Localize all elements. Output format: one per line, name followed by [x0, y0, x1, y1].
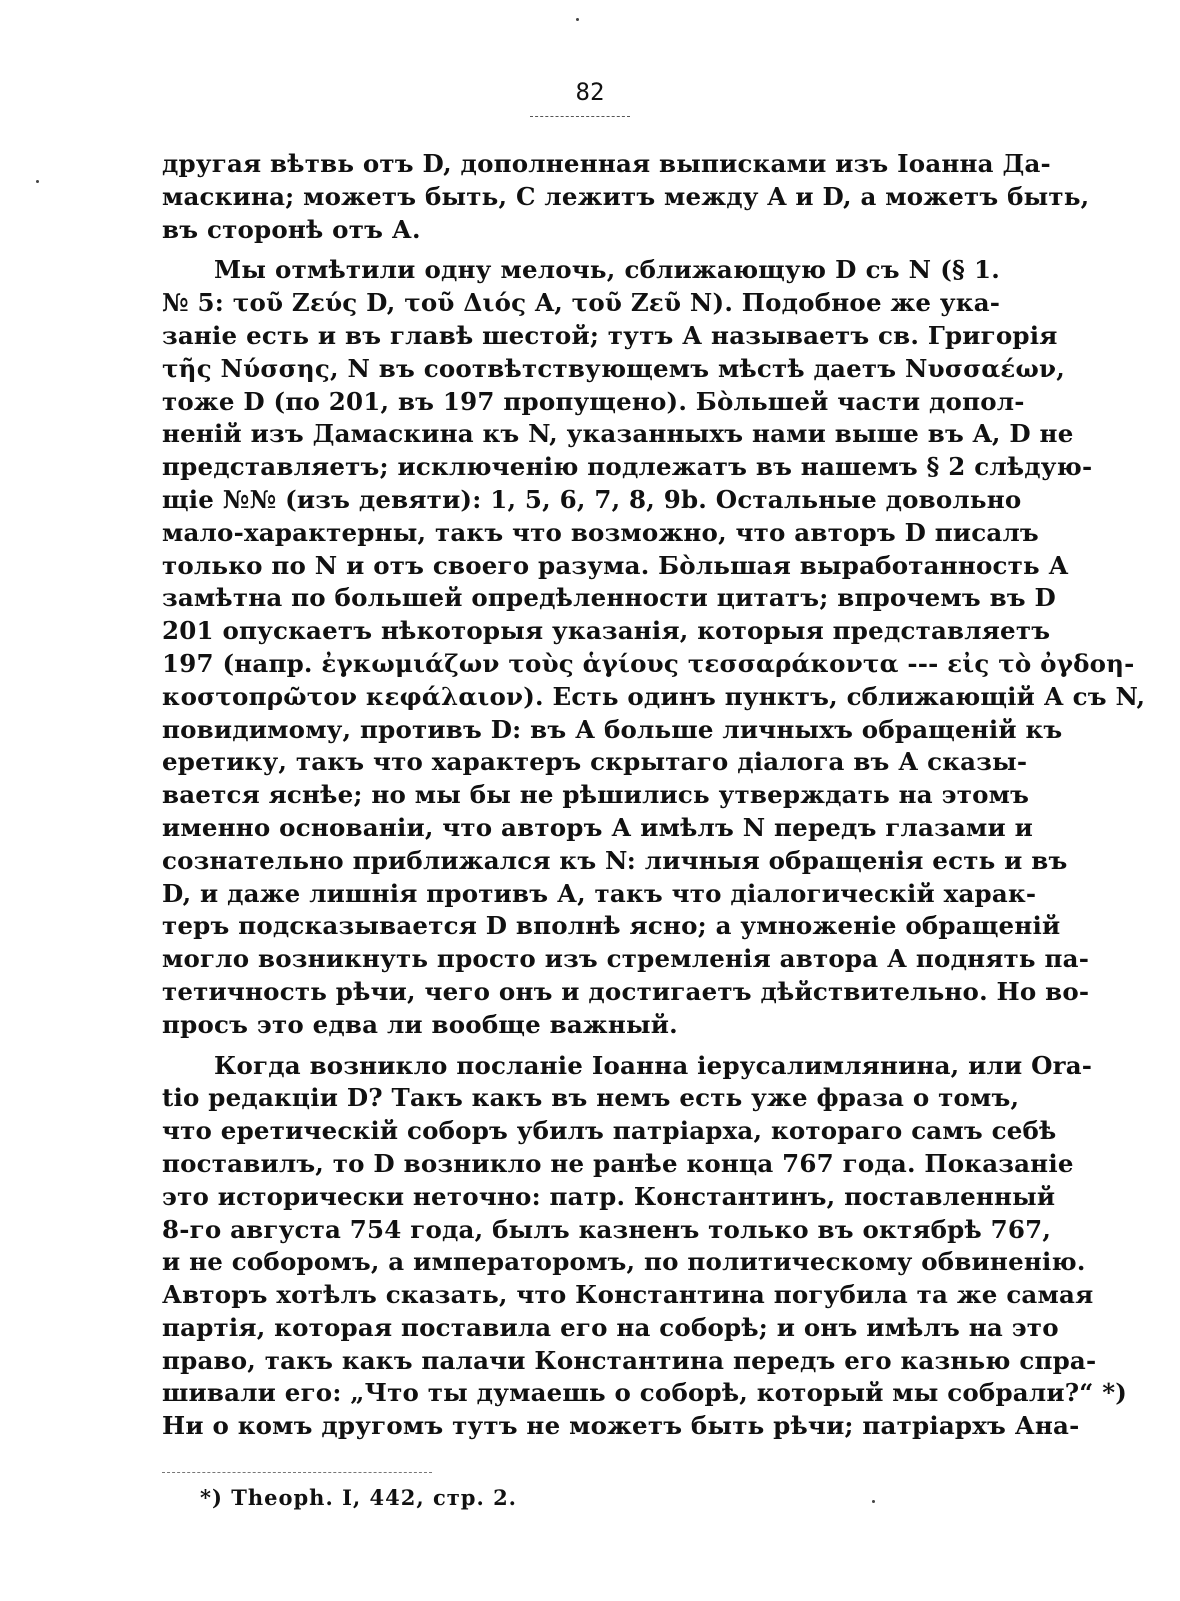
text-line: повидимому, противъ D: въ А больше личныхъ обращеній къ — [162, 714, 1063, 744]
text-line: замѣтна по большей опредѣленности цитатъ; впрочемъ въ D — [162, 583, 1056, 613]
text-line: Когда возникло посланіе Іоанна іерусалимлянина, или Ora- — [214, 1050, 1093, 1080]
paragraph — [162, 148, 1090, 246]
paragraph — [162, 254, 1146, 1041]
paragraph-gap — [162, 1042, 1000, 1050]
text-line: заніе есть и въ главѣ шестой; тутъ А называетъ св. Григорія — [162, 320, 1058, 350]
text-line: именно основаніи, что авторъ А имѣлъ N передъ глазами и — [162, 812, 1033, 842]
text-line: могло возникнуть просто изъ стремленія автора А поднять па- — [162, 944, 1090, 974]
text-line: право, такъ какъ палачи Константина передъ его казнью спра- — [162, 1345, 1097, 1375]
text-line: поставилъ, то D возникло не ранѣе конца 767 года. Показаніе — [162, 1148, 1074, 1178]
text-line: только по N и отъ своего разума. Бо̀льшая выработанность А — [162, 550, 1069, 580]
text-line: Авторъ хотѣлъ сказать, что Константина погубила та же самая — [162, 1280, 1094, 1310]
text-line: 8-го августа 754 года, былъ казненъ только въ октябрѣ 767, — [162, 1214, 1052, 1244]
text-line: просъ это едва ли вообще важный. — [162, 1009, 678, 1039]
text-line: еретику, такъ что характеръ скрытаго діалога въ А сказы- — [162, 747, 1028, 777]
page-number-rule — [530, 116, 630, 117]
text-line: 197 (напр. ἐγκωμιάζων τοὺς ἁγίους τεσσαράκοντα --- εἰς τὸ ὀγδοη- — [162, 648, 1135, 678]
text-line: тетичность рѣчи, чего онъ и достигаетъ дѣйствительно. Но во- — [162, 976, 1090, 1006]
text-line: τῆς Νύσσης, N въ соотвѣтствующемъ мѣстѣ даетъ Νυσσαέων, — [162, 353, 1065, 383]
text-line: вается яснѣе; но мы бы не рѣшились утверждать на этомъ — [162, 780, 1030, 810]
text-line: маскина; можетъ быть, C лежитъ между A и D, а можетъ быть, — [162, 181, 1090, 211]
text-line: представляетъ; исключенію подлежатъ въ нашемъ § 2 слѣдую- — [162, 452, 1093, 482]
text-line: № 5: τοῦ Ζεύς D, τοῦ Διός A, τοῦ Ζεῦ N). Подобное же ука- — [162, 288, 1001, 318]
paragraph — [162, 1050, 1128, 1444]
text-line: мало-характерны, такъ что возможно, что авторъ D писалъ — [162, 517, 1039, 547]
text-line: въ сторонѣ отъ А. — [162, 214, 421, 244]
text-line: и не соборомъ, а императоромъ, по политическому обвиненію. — [162, 1247, 1086, 1277]
footnote-rule — [162, 1472, 432, 1473]
scan-speck — [872, 1500, 875, 1503]
text-line: тоже D (по 201, въ 197 пропущено). Бо̀льшей части допол- — [162, 386, 1025, 416]
text-line: что еретическій соборъ убилъ патріарха, котораго самъ себѣ — [162, 1116, 1057, 1146]
text-line: tio редакціи D? Такъ какъ въ немъ есть уже фраза о томъ, — [162, 1083, 1020, 1113]
text-line: D, и даже лишнія противъ А, такъ что діалогическій харак- — [162, 878, 1037, 908]
text-line: Мы отмѣтили одну мелочь, сближающую D съ N (§ 1. — [214, 255, 1000, 285]
paragraph-gap — [162, 246, 1000, 254]
text-column — [162, 148, 1146, 1443]
text-line: щіе №№ (изъ девяти): 1, 5, 6, 7, 8, 9b. Остальные довольно — [162, 484, 1022, 514]
text-line: Ни о комъ другомъ тутъ не можетъ быть рѣчи; патріархъ Ана- — [162, 1411, 1080, 1441]
text-line: партія, которая поставила его на соборѣ; и онъ имѣлъ на это — [162, 1312, 1059, 1342]
text-line: шивали его: „Что ты думаешь о соборѣ, который мы собрали?“ *) — [162, 1378, 1128, 1408]
text-line: κοστοπρῶτον κεφάλαιον). Есть одинъ пунктъ, сближающій А съ N, — [162, 681, 1146, 711]
scan-speck — [576, 18, 579, 21]
text-line: сознательно приближался къ N: личныя обращенія есть и въ — [162, 845, 1068, 875]
text-line: другая вѣтвь отъ D, дополненная выписками изъ Іоанна Да- — [162, 149, 1051, 178]
page-number: 82 — [575, 78, 605, 106]
footnote: *) Theoph. I, 442, стр. 2. — [200, 1485, 517, 1510]
scan-speck — [36, 180, 39, 183]
text-line: это исторически неточно: патр. Константинъ, поставленный — [162, 1181, 1056, 1211]
text-line: теръ подсказывается D вполнѣ ясно; а умноженіе обращеній — [162, 911, 1061, 941]
text-line: неній изъ Дамаскина къ N, указанныхъ нами выше въ A, D не — [162, 419, 1074, 449]
text-line: 201 опускаетъ нѣкоторыя указанія, которыя представляетъ — [162, 616, 1051, 646]
